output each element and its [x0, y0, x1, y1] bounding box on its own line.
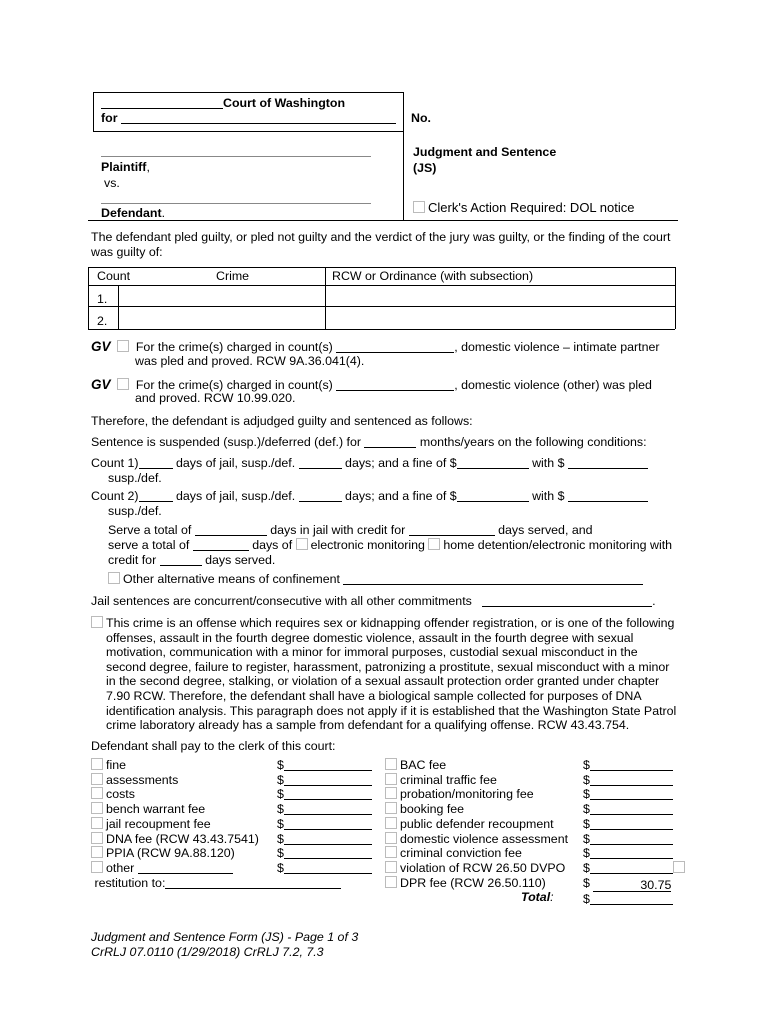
amount-field[interactable]: $ [277, 787, 372, 802]
checkbox-icon[interactable] [385, 846, 397, 858]
amount-field[interactable]: $ [277, 846, 372, 861]
checkbox-icon[interactable] [117, 378, 129, 390]
pay-heading: Defendant shall pay to the clerk of this court: [91, 739, 336, 753]
checkbox-icon[interactable] [385, 861, 397, 873]
col-rcw: RCW or Ordinance (with subsection) [332, 269, 534, 283]
checkbox-icon[interactable] [91, 832, 103, 844]
amount-field[interactable]: $ [583, 846, 688, 861]
amount-field[interactable]: $ [583, 773, 688, 788]
document-abbr: (JS) [413, 161, 437, 175]
amount-field[interactable]: $ [277, 758, 372, 773]
fees-right [385, 758, 568, 890]
fee-item[interactable]: costs [91, 787, 341, 802]
checkbox-icon[interactable] [385, 876, 397, 888]
serve-line-3: credit for days served. [108, 553, 276, 567]
checkbox-icon[interactable] [91, 787, 103, 799]
serve-line-2: serve a total of days of electronic monitoring home detention/electronic monitoring with [108, 538, 673, 552]
checkbox-icon[interactable] [91, 758, 103, 770]
fee-item[interactable]: domestic violence assessment [385, 832, 568, 847]
gv-text: was pled and proved. RCW 9A.36.041(4). [135, 354, 365, 368]
versus-label: vs. [104, 176, 120, 190]
fee-item[interactable]: criminal traffic fee [385, 773, 568, 788]
count-1-sentence: Count 1) days of jail, susp./def. days; and a fine of $ with $ [91, 456, 648, 471]
amount-field[interactable]: $ [583, 758, 688, 773]
fees-left-amounts [277, 758, 372, 876]
serve-line-1: Serve a total of days in jail with credit for days served, and [108, 523, 593, 537]
count-1-susp: susp./def. [108, 471, 162, 485]
col-count: Count [97, 269, 131, 283]
checkbox-icon[interactable] [385, 787, 397, 799]
other-confinement[interactable]: Other alternative means of confinement [108, 572, 643, 587]
amount-field[interactable]: $ [277, 817, 372, 832]
fee-item[interactable]: DPR fee (RCW 26.50.110) [385, 876, 568, 891]
checkbox-icon[interactable] [296, 538, 308, 550]
therefore-text: Therefore, the defendant is adjudged guilty and sentenced as follows: [91, 414, 473, 428]
checkbox-icon[interactable] [117, 340, 129, 352]
total-label: Total: [521, 890, 554, 904]
checkbox-icon[interactable] [385, 758, 397, 770]
gv-intimate-partner[interactable]: GV For the crime(s) charged in count(s) , domestic violence – intimate partner [91, 339, 660, 354]
checkbox-icon[interactable] [385, 817, 397, 829]
fee-item[interactable]: probation/monitoring fee [385, 787, 568, 802]
amount-field[interactable]: $ [583, 817, 688, 832]
defendant-label: Defendant. [101, 206, 166, 220]
fee-item[interactable]: jail recoupment fee [91, 817, 341, 832]
count-2-sentence: Count 2) days of jail, susp./def. days; and a fine of $ with $ [91, 489, 648, 504]
row-number: 1. [97, 292, 108, 306]
footer-title: Judgment and Sentence Form (JS) - Page 1 of 3 [91, 930, 359, 944]
dpr-amount-field[interactable]: $ 30.75 [583, 875, 672, 892]
total-amount-field[interactable]: $ [583, 892, 688, 907]
checkbox-icon[interactable] [385, 802, 397, 814]
fee-item[interactable]: other [91, 861, 341, 876]
fee-item[interactable]: violation of RCW 26.50 DVPO [385, 861, 568, 876]
dna-paragraph: This crime is an offense which requires sex or kidnapping offender registration, or is one of the following offenses, assault in the fourth degree domestic violence, assault in the fourth degree with sexual motivation, communication with a minor for immoral purposes, custodial sexual misconduct in the second degree, failure to register, harassment, patronizing a prostitute, sexual misconduct with a minor in the second degree, stalking, or violation of a sexual assault protection order granted under chapter 7.90 RCW. Therefore, the defendant shall have a biological sample collected for purposes of DNA identification analysis. This paragraph does not apply if it is established that the Washington State Patrol crime laboratory already has a sample from defendant for a qualifying offense. RCW 43.43.754. [106, 616, 677, 733]
amount-field[interactable]: $ [583, 787, 688, 802]
checkbox-icon[interactable] [91, 802, 103, 814]
checkbox-icon[interactable] [413, 201, 425, 213]
amount-field[interactable]: $ [277, 802, 372, 817]
dna-checkbox[interactable] [91, 616, 106, 631]
checkbox-icon[interactable] [91, 817, 103, 829]
footer-form-code: CrRLJ 07.0110 (1/29/2018) CrRLJ 7.2, 7.3 [91, 945, 324, 959]
plaintiff-label: Plaintiff, [101, 160, 150, 174]
jail-concurrent-text: Jail sentences are concurrent/consecutive with all other commitments . [91, 594, 656, 608]
case-number-label: No. [411, 111, 431, 125]
fee-item[interactable]: DNA fee (RCW 43.43.7541) [91, 832, 341, 847]
checkbox-icon[interactable] [385, 773, 397, 785]
fee-item[interactable]: fine [91, 758, 341, 773]
amount-field[interactable]: $ [277, 861, 372, 876]
checkbox-icon[interactable] [91, 773, 103, 785]
amount-field[interactable]: $ [277, 773, 372, 788]
checkbox-icon[interactable] [91, 616, 103, 628]
suspended-text: Sentence is suspended (susp.)/deferred (def.) for months/years on the following conditions: [91, 435, 647, 449]
checkbox-icon[interactable] [108, 572, 120, 584]
fee-item[interactable]: BAC fee [385, 758, 568, 773]
document-title: Judgment and Sentence [413, 145, 557, 159]
restitution-field[interactable]: restitution to: [91, 876, 341, 891]
checkbox-icon[interactable] [428, 538, 440, 550]
checkbox-icon[interactable] [673, 861, 685, 873]
amount-field[interactable]: $ [277, 832, 372, 847]
checkbox-icon[interactable] [385, 832, 397, 844]
amount-field[interactable]: $ [583, 832, 688, 847]
fee-item[interactable]: assessments [91, 773, 341, 788]
fee-item[interactable]: booking fee [385, 802, 568, 817]
checkbox-icon[interactable] [91, 846, 103, 858]
amount-field[interactable]: $ [583, 861, 688, 876]
row-number: 2. [97, 314, 108, 328]
gv-other[interactable]: GV For the crime(s) charged in count(s) , domestic violence (other) was pled [91, 377, 652, 392]
checkbox-icon[interactable] [91, 861, 103, 873]
court-for: for [101, 111, 396, 126]
amount-field[interactable]: $ [583, 802, 688, 817]
col-crime: Crime [216, 269, 250, 283]
court-name: Court of Washington [101, 96, 345, 111]
gv-text: and proved. RCW 10.99.020. [135, 391, 296, 405]
fee-item[interactable]: bench warrant fee [91, 802, 341, 817]
count-2-susp: susp./def. [108, 504, 162, 518]
fee-item[interactable]: public defender recoupment [385, 817, 568, 832]
intro-text: The defendant pled guilty, or pled not guilty and the verdict of the jury was guilty, or the finding of the court was guilty of: [91, 230, 671, 259]
clerk-action-checkbox[interactable]: Clerk's Action Required: DOL notice [413, 200, 634, 215]
fee-item[interactable]: PPIA (RCW 9A.88.120) [91, 846, 341, 861]
fees-right-amounts [583, 758, 688, 906]
fee-item[interactable]: criminal conviction fee [385, 846, 568, 861]
